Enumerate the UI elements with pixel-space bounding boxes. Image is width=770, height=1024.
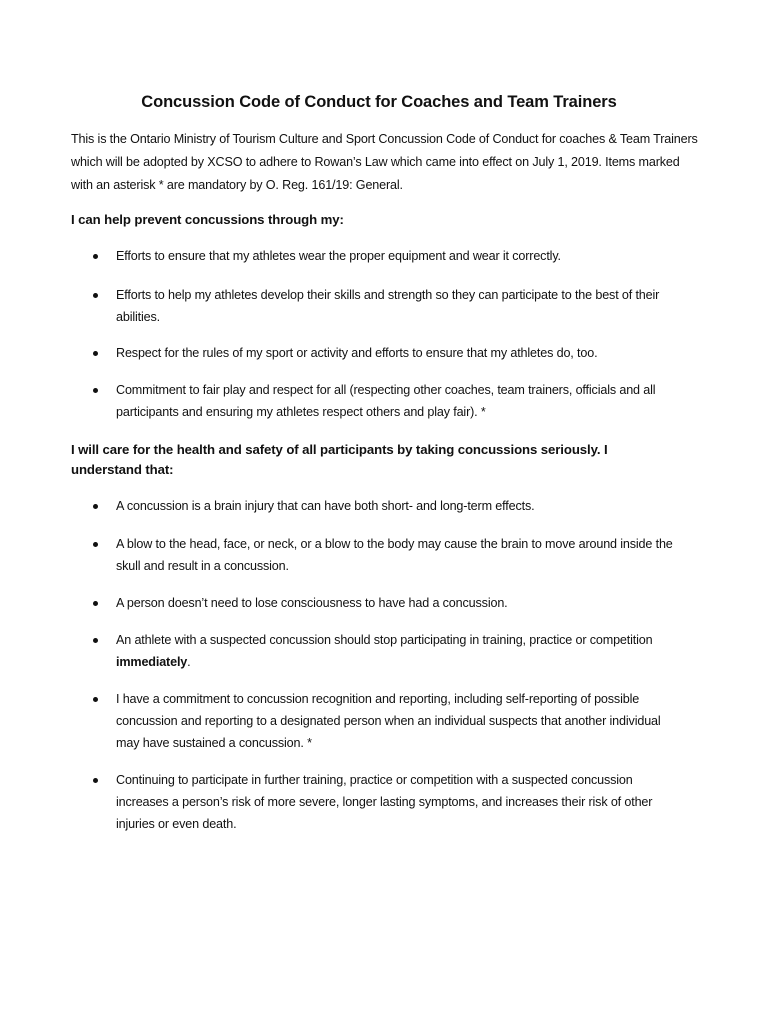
document-title: Concussion Code of Conduct for Coaches and Team Trainers <box>141 93 617 111</box>
bullet-icon <box>93 601 98 606</box>
list-item-text-part: An athlete with a suspected concussion should stop participating in training, practice or competition <box>116 633 653 647</box>
list-item-text: Efforts to help my athletes develop their skills and strength so they can participate to the best of their abilities. <box>116 288 660 324</box>
list-item <box>93 379 693 423</box>
bullet-icon <box>93 697 98 702</box>
intro-paragraph: This is the Ontario Ministry of Tourism Culture and Sport Concussion Code of Conduct for coaches & Team Trainers which will be adopted by XCSO to adhere to Rowan’s Law which came into effect on July 1, 2019. Items marked with an asterisk * are mandatory by O. Reg. 161/19: General. <box>71 132 698 192</box>
list-item <box>93 533 693 577</box>
list-item <box>93 629 693 673</box>
list-item-text: A person doesn’t need to lose consciousness to have had a concussion. <box>116 596 508 610</box>
list-item <box>93 592 693 614</box>
list-item-text: Commitment to fair play and respect for all (respecting other coaches, team trainers, officials and all participants and ensuring my athletes respect others and play fair). * <box>116 383 656 419</box>
list-item <box>93 769 693 835</box>
list-item <box>93 284 693 328</box>
bullet-icon <box>93 388 98 393</box>
list-item-text: I have a commitment to concussion recognition and reporting, including self-reporting of possible concussion and reporting to a designated person when an individual suspects that another individual may have sustained a concussion. * <box>116 692 661 750</box>
section-heading-prevention: I can help prevent concussions through my: <box>71 212 344 227</box>
list-item-text-part: . <box>187 655 191 669</box>
bullet-icon <box>93 293 98 298</box>
list-item <box>93 688 693 754</box>
bullet-icon <box>93 778 98 783</box>
list-item-text <box>116 629 686 673</box>
list-item-text: A concussion is a brain injury that can have both short- and long-term effects. <box>116 499 535 513</box>
list-item <box>93 245 693 267</box>
bullet-icon <box>93 638 98 643</box>
list-item <box>93 495 693 517</box>
bullet-icon <box>93 351 98 356</box>
bullet-icon <box>93 254 98 259</box>
list-item-text: Respect for the rules of my sport or activity and efforts to ensure that my athletes do, too. <box>116 346 598 360</box>
bullet-icon <box>93 504 98 509</box>
section-heading-understanding: I will care for the health and safety of all participants by taking concussions seriously. I understand that: <box>71 442 608 477</box>
emphasis-text: immediately <box>116 655 188 669</box>
list-item-text: A blow to the head, face, or neck, or a blow to the body may cause the brain to move around inside the skull and result in a concussion. <box>116 537 673 573</box>
list-item-text: Efforts to ensure that my athletes wear the proper equipment and wear it correctly. <box>116 249 561 263</box>
list-item <box>93 342 693 364</box>
list-item-text: Continuing to participate in further training, practice or competition with a suspected concussion increases a person’s risk of more severe, longer lasting symptoms, and increases their risk of other injuries or even death. <box>116 773 653 831</box>
bullet-icon <box>93 542 98 547</box>
